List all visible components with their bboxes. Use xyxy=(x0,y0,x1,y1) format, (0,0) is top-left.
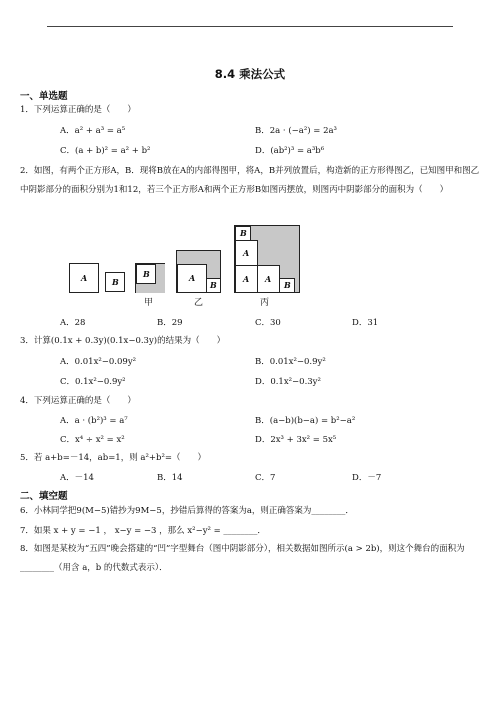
question-5-stem: 5．若 a+b=－14，ab=1，则 a²+b²=（ ） xyxy=(20,453,206,463)
q3-option-c: C．0.1x²−0.9y² xyxy=(60,377,126,387)
jia-b-label: B xyxy=(143,269,150,279)
section-single-choice: 一、单选题 xyxy=(20,91,68,102)
caption-bing: 丙 xyxy=(260,298,270,308)
q2-option-a: A．28 xyxy=(60,318,86,328)
q4-option-d: D．2x³ + 3x² = 5x⁵ xyxy=(255,435,337,445)
q5-option-a: A．－14 xyxy=(60,473,94,483)
bing-b-top-label: B xyxy=(240,228,247,238)
yi-b-label: B xyxy=(210,280,217,290)
q3-option-d: D．0.1x²−0.3y² xyxy=(255,377,321,387)
yi-a-label: A xyxy=(189,273,196,283)
square-a xyxy=(69,263,99,293)
square-b xyxy=(105,272,125,292)
q1-option-d: D．(ab²)³ = a³b⁶ xyxy=(255,146,325,156)
q4-option-a: A．a · (b²)³ = a⁷ xyxy=(60,416,128,426)
bing-b-top xyxy=(235,226,251,241)
yi-square-b xyxy=(206,278,221,293)
bing-b-bottom-label: B xyxy=(284,280,291,290)
q1-option-a: A．a² + a³ = a⁵ xyxy=(60,126,126,136)
caption-jia: 甲 xyxy=(144,298,154,308)
figure-bing xyxy=(234,225,300,293)
q3-option-a: A．0.01x²−0.09y² xyxy=(60,357,137,367)
bing-a-bottom-right xyxy=(257,265,280,293)
bing-a-bottom-left-label: A xyxy=(243,274,250,284)
yi-square-a xyxy=(177,264,207,293)
question-3-stem: 3．计算(0.1x + 0.3y)(0.1x−0.3y)的结果为（ ） xyxy=(20,336,226,346)
q3-option-b: B．0.01x²−0.9y² xyxy=(255,357,326,367)
caption-yi: 乙 xyxy=(194,298,204,308)
header-rule xyxy=(47,26,453,27)
bing-a-bottom-right-label: A xyxy=(265,274,272,284)
q5-option-d: D．－7 xyxy=(352,473,382,483)
jia-inner-b xyxy=(136,264,156,284)
jia-shade-bottom xyxy=(136,283,165,293)
bing-b-bottom xyxy=(279,278,295,293)
page-title: 8.4 乘法公式 xyxy=(214,67,286,81)
q5-option-b: B．14 xyxy=(157,473,183,483)
q4-option-b: B．(a−b)(b−a) = b²−a² xyxy=(255,416,356,426)
q2-option-d: D．31 xyxy=(352,318,379,328)
question-2-stem: 2．如图，有两个正方形A，B．现将B放在A的内部得图甲，将A，B并列放置后，构造新的正方形得图乙，已知图甲和图乙中阴影部分的面积分别为1和12，若三个正方形A和两个正方形B如图丙摆放，则图丙中阴影部分的面积为（ ） xyxy=(20,166,480,195)
bing-a-middle-label: A xyxy=(243,248,250,258)
q1-option-b: B．2a · (−a²) = 2a³ xyxy=(255,126,337,136)
q4-option-c: C．x⁴ ÷ x² = x² xyxy=(60,435,125,445)
q1-option-c: C．(a + b)² = a² + b² xyxy=(60,146,151,156)
bing-a-middle xyxy=(235,240,258,266)
question-8: 8．如图是某校为“五四”晚会搭建的“凹”字型舞台（图中阴影部分），相关数据如图所示(a > 2b)，则这个舞台的面积为________（用含 a，b 的代数式表示）． xyxy=(20,544,465,573)
section-fill-blank: 二、填空题 xyxy=(20,491,68,502)
square-a-label: A xyxy=(81,273,88,283)
question-6: 6．小林同学把9(M−5)错抄为9M−5，抄错后算得的答案为a，则正确答案为________． xyxy=(20,506,354,516)
bing-a-bottom-left xyxy=(235,265,258,293)
question-7: 7．如果 x + y = −1 ， x−y = −3 ，那么 x²−y² = ________． xyxy=(20,526,266,536)
square-b-label: B xyxy=(112,277,119,287)
question-1-stem: 1．下列运算正确的是（ ） xyxy=(20,105,136,115)
figure-jia xyxy=(135,263,165,293)
q5-option-c: C．7 xyxy=(255,473,276,483)
jia-shade-right xyxy=(155,264,165,283)
figure-yi xyxy=(176,250,221,293)
q2-option-c: C．30 xyxy=(255,318,281,328)
q2-option-b: B．29 xyxy=(157,318,183,328)
question-4-stem: 4．下列运算正确的是（ ） xyxy=(20,396,136,406)
q2-figure xyxy=(60,220,380,310)
